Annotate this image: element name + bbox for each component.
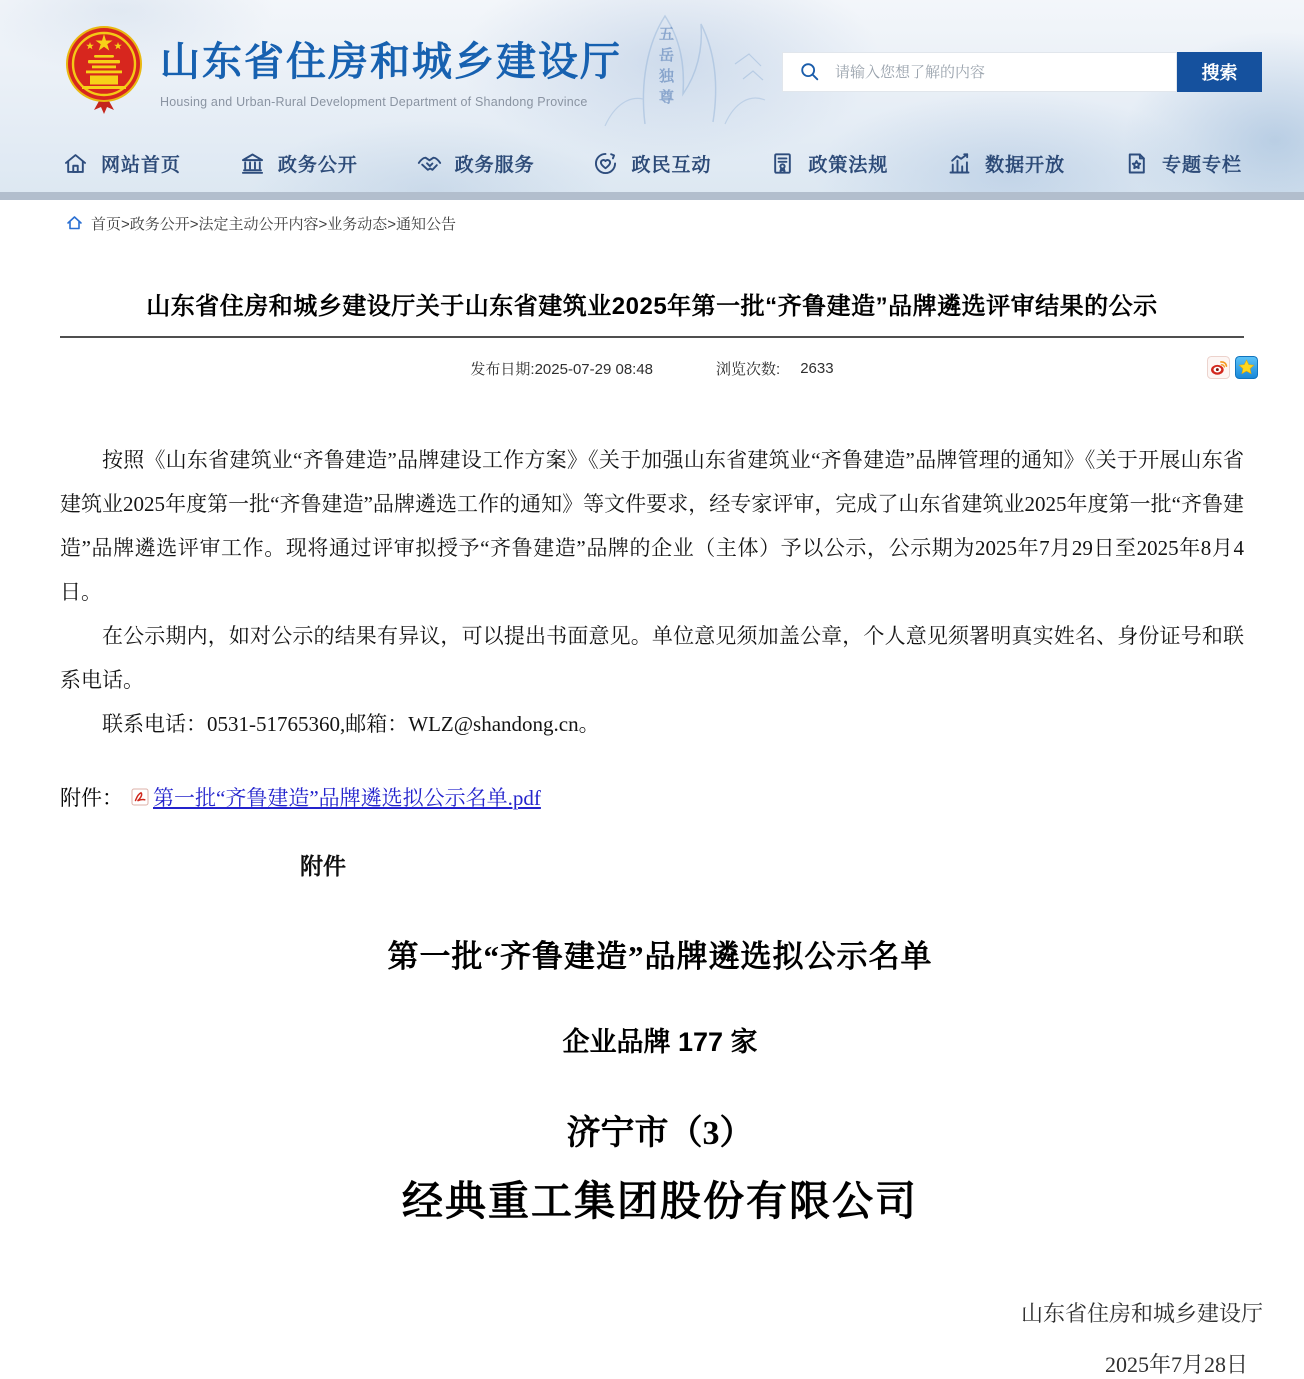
company-name: 经典重工集团股份有限公司 bbox=[402, 1178, 918, 1224]
search-box bbox=[782, 52, 1177, 92]
mountain-calligraphy-text: 五岳独尊 bbox=[657, 26, 673, 110]
publish-date: 发布日期:2025-07-29 08:48 bbox=[470, 360, 654, 378]
top-banner bbox=[0, 0, 1304, 192]
article-body bbox=[60, 438, 1244, 746]
brand-count-line: 企业品牌 177 家 bbox=[562, 1027, 758, 1057]
home-icon bbox=[66, 215, 83, 231]
nav-item-policies[interactable] bbox=[769, 150, 888, 177]
heart-circle-icon bbox=[592, 150, 619, 177]
site-subtitle: Housing and Urban-Rural Development Department of Shandong Province bbox=[160, 95, 588, 109]
signature-department: 山东省住房和城乡建设厅 bbox=[1020, 1301, 1263, 1326]
qzone-share-icon[interactable] bbox=[1235, 356, 1258, 379]
site-header bbox=[0, 0, 1304, 135]
nav-item-home[interactable] bbox=[62, 150, 181, 177]
attachment-document-preview bbox=[280, 848, 1040, 1227]
title-divider bbox=[60, 336, 1244, 338]
body-paragraph: 在公示期内，如对公示的结果有异议，可以提出书面意见。单位意见须加盖公章，个人意见须署明真实姓名、身份证号和联系电话。 bbox=[60, 624, 1244, 692]
nav-item-open-data[interactable] bbox=[946, 150, 1065, 177]
attachment-row bbox=[60, 782, 1244, 812]
nav-item-public-interaction[interactable] bbox=[592, 150, 711, 177]
china-national-emblem bbox=[64, 22, 144, 118]
nav-label: 政民互动 bbox=[631, 155, 712, 176]
search-button[interactable]: 搜索 bbox=[1177, 52, 1262, 92]
weibo-share-icon[interactable] bbox=[1207, 356, 1230, 379]
search-icon bbox=[799, 61, 821, 83]
nav-item-special-topics[interactable] bbox=[1123, 150, 1242, 177]
article-meta bbox=[60, 356, 1244, 380]
handshake-icon bbox=[416, 150, 443, 177]
share-buttons bbox=[1207, 356, 1258, 379]
body-paragraph: 按照《山东省建筑业“齐鲁建造”品牌建设工作方案》《关于加强山东省建筑业“齐鲁建造”品牌管理的通知》《关于开展山东省建筑业2025年度第一批“齐鲁建造”品牌遴选工作的通知》等文件要求，经专家评审，完成了山东省建筑业2025年度第一批“齐鲁建造”品牌遴选评审工作。现将通过评审拟授予“齐鲁建造”品牌的企业（主体）予以公示，公示期为2025年7月29日至2025年8月4日。 bbox=[60, 448, 1244, 604]
nav-label: 政策法规 bbox=[808, 155, 889, 176]
signature-date: 2025年7月28日 bbox=[1104, 1352, 1248, 1377]
nav-label: 网站首页 bbox=[101, 155, 182, 176]
nav-label: 数据开放 bbox=[985, 155, 1066, 176]
nav-label: 政务公开 bbox=[277, 155, 358, 176]
breadcrumb-trail[interactable]: 首页>政务公开>法定主动公开内容>业务动态>通知公告 bbox=[91, 215, 457, 233]
attachment-label: 附件： bbox=[60, 786, 123, 810]
breadcrumb[interactable] bbox=[0, 200, 1304, 246]
site-search bbox=[782, 52, 1262, 92]
government-building-icon bbox=[239, 150, 266, 177]
page-title: 山东省住房和城乡建设厅关于山东省建筑业2025年第一批“齐鲁建造”品牌遴选评审结果的公示 bbox=[146, 293, 1158, 320]
article-content bbox=[0, 286, 1304, 1379]
views-count: 2633 bbox=[800, 359, 834, 377]
bar-chart-icon bbox=[946, 150, 973, 177]
star-document-icon bbox=[1123, 150, 1150, 177]
home-icon bbox=[62, 150, 89, 177]
document-signature bbox=[60, 1297, 1263, 1379]
main-navigation bbox=[0, 135, 1304, 192]
nav-label: 专题专栏 bbox=[1161, 155, 1242, 176]
policy-document-icon bbox=[769, 150, 796, 177]
attachment-pdf-link[interactable]: 第一批“齐鲁建造”品牌遴选拟公示名单.pdf bbox=[153, 786, 541, 810]
site-title: 山东省住房和城乡建设厅 bbox=[160, 40, 622, 84]
nav-item-government-affairs[interactable] bbox=[239, 150, 358, 177]
search-input[interactable] bbox=[821, 53, 1176, 91]
attachment-title: 第一批“齐鲁建造”品牌遴选拟公示名单 bbox=[387, 939, 933, 974]
attachment-heading: 附件 bbox=[300, 853, 346, 879]
body-paragraph: 联系电话：0531-51765360,邮箱：WLZ@shandong.cn。 bbox=[102, 712, 600, 736]
city-line: 济宁市（3） bbox=[566, 1115, 754, 1152]
banner-separator bbox=[0, 192, 1304, 200]
views-label: 浏览次数: bbox=[716, 360, 781, 378]
nav-label: 政务服务 bbox=[454, 155, 535, 176]
nav-item-government-services[interactable] bbox=[416, 150, 535, 177]
pdf-file-icon bbox=[131, 788, 149, 806]
